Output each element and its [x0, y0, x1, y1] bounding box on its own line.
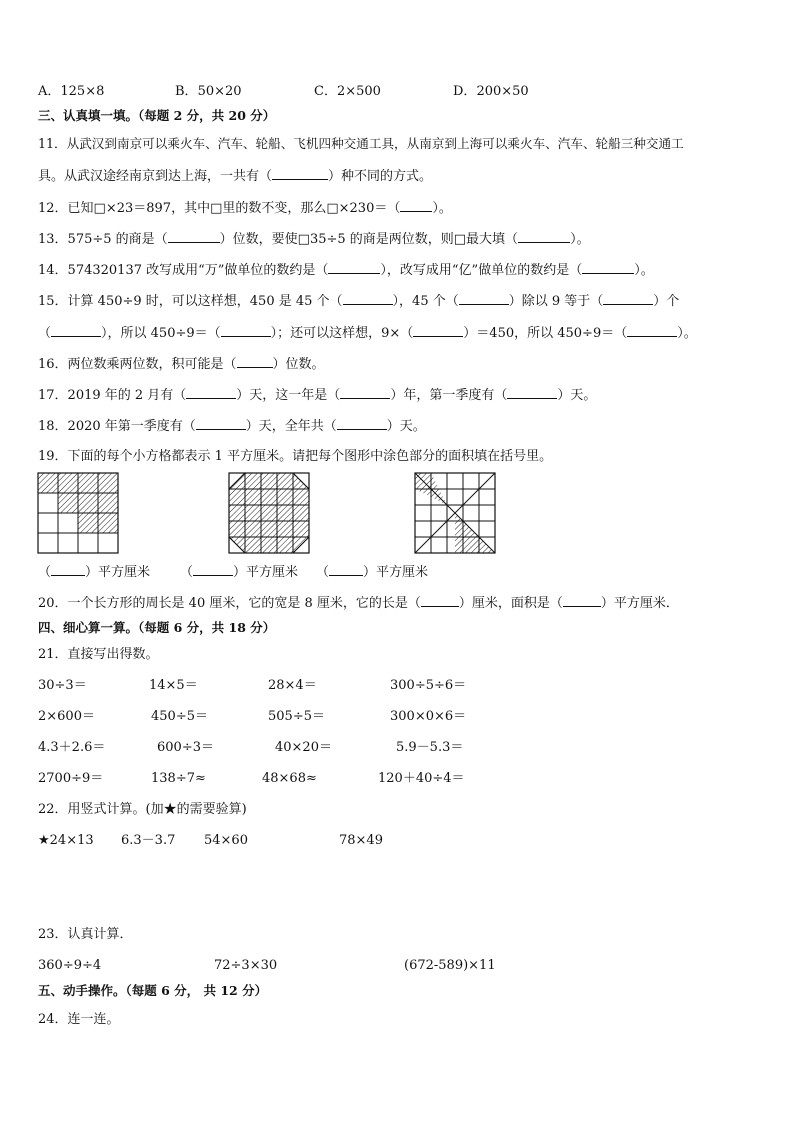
answer-blank[interactable]: [221, 324, 271, 337]
option-b: [175, 84, 242, 100]
answer-blank[interactable]: [340, 386, 390, 399]
answer-blank[interactable]: [237, 355, 273, 368]
calc-item: 300÷5÷6＝: [390, 678, 467, 693]
answer-blank[interactable]: [582, 261, 634, 274]
calc-item: 120＋40÷4＝: [378, 771, 465, 786]
q19-answer-3: [316, 563, 428, 581]
q15-text-a: 15．计算 450÷9 时，可以这样想，450 是 45 个（: [38, 294, 343, 309]
q11-line2: [38, 167, 432, 185]
answer-blank[interactable]: [603, 292, 653, 305]
q14: [38, 261, 654, 279]
calc-item: 30÷3＝: [38, 678, 87, 693]
q20-text-c: ）平方厘米．: [600, 596, 679, 611]
q22-title: 22．用竖式计算。(加★的需要验算): [38, 802, 247, 817]
calc-item: 2×600＝: [38, 709, 95, 724]
q12-text-a: 12．已知□×23＝897，其中□里的数不变，那么□×230＝（: [38, 201, 401, 216]
q13-text-b: ）位数，要使□35÷5 的商是两位数，则□最大填（: [219, 232, 519, 247]
q13: [38, 230, 590, 248]
q15-text-f: ），所以 450÷9＝（: [101, 326, 221, 341]
answer-blank[interactable]: [413, 324, 463, 337]
q19-text: 19．下面的每个小方格都表示 1 平方厘米。请把每个图形中涂色部分的面积填在括号里。: [38, 449, 553, 464]
calc-item: 360÷9÷4: [38, 958, 102, 973]
answer-open: （: [180, 565, 194, 580]
answer-blank[interactable]: [51, 563, 85, 576]
calc-item: 40×20＝: [275, 740, 332, 755]
answer-blank[interactable]: [343, 292, 393, 305]
answer-close: ）平方厘米: [233, 565, 299, 580]
q17-text-b: ）天，这一年是（: [236, 388, 341, 403]
answer-blank[interactable]: [272, 167, 328, 180]
q17-text-d: ）天。: [557, 388, 597, 403]
q13-text-c: ）。: [570, 232, 590, 247]
q20: [38, 594, 679, 612]
answer-blank[interactable]: [421, 594, 459, 607]
q12-text-b: ）。: [432, 201, 452, 216]
vertical-calc-item: 6.3－3.7: [121, 833, 176, 848]
vertical-calc-item: 78×49: [339, 833, 383, 848]
q16: [38, 355, 325, 373]
q15-text-c: ）除以 9 等于（: [508, 294, 604, 309]
q16-text-b: ）位数。: [272, 357, 325, 372]
answer-close: ）平方厘米: [85, 565, 151, 580]
q15-text-h: ）＝450，所以 450÷9＝（: [463, 326, 628, 341]
q15-line2: [38, 324, 697, 342]
q15-text-i: ）。: [677, 326, 697, 341]
option-c: [314, 84, 381, 100]
grid-figure-2: [228, 472, 310, 554]
q18: [38, 417, 426, 435]
option-text: 200×50: [476, 84, 529, 99]
grid-figure-3: [414, 472, 496, 554]
q24-title: 24．连一连。: [38, 1012, 120, 1027]
answer-blank[interactable]: [337, 417, 387, 430]
q14-text-c: ）。: [634, 263, 654, 278]
q17-text-a: 17．2019 年的 2 月有（: [38, 388, 187, 403]
q14-text-b: ），改写成用“亿”做单位的数约是（: [380, 263, 583, 278]
calc-item: 300×0×6＝: [390, 709, 467, 724]
q23-title: 23．认真计算．: [38, 927, 133, 942]
q15-line1: [38, 292, 679, 310]
q16-text-a: 16．两位数乘两位数，积可能是（: [38, 357, 237, 372]
answer-blank[interactable]: [627, 324, 677, 337]
answer-blank[interactable]: [507, 386, 557, 399]
q17: [38, 386, 596, 404]
q20-text-b: ）厘米，面积是（: [458, 596, 563, 611]
q15-text-b: ），45 个（: [392, 294, 459, 309]
section-5-title: 五、动手操作。（每题 6 分， 共 12 分）: [38, 983, 268, 998]
option-letter: B．: [175, 84, 198, 99]
q17-text-c: ）年，第一季度有（: [390, 388, 508, 403]
q12: [38, 199, 452, 217]
answer-open: （: [316, 565, 330, 580]
q18-text-b: ）天，全年共（: [245, 419, 337, 434]
q15-text-d: ）个: [653, 294, 680, 309]
calc-item: 2700÷9＝: [38, 771, 104, 786]
option-letter: C．: [314, 84, 337, 99]
calc-item: 505÷5＝: [268, 709, 325, 724]
answer-blank[interactable]: [186, 386, 236, 399]
q11-text-a: 具。从武汉途经南京到达上海，一共有（: [38, 169, 273, 184]
answer-blank[interactable]: [563, 594, 601, 607]
q20-text-a: 20．一个长方形的周长是 40 厘米，它的宽是 8 厘米，它的长是（: [38, 596, 421, 611]
q14-text-a: 14．574320137 改写成用“万”做单位的数约是（: [38, 263, 329, 278]
q18-text-c: ）天。: [386, 419, 426, 434]
answer-blank[interactable]: [518, 230, 570, 243]
option-text: 125×8: [60, 84, 105, 99]
calc-item: 138÷7≈: [151, 771, 206, 786]
section-3-title: 三、认真填一填。（每题 2 分，共 20 分）: [38, 108, 276, 123]
calc-item: 600÷3＝: [157, 740, 214, 755]
calc-item: 14×5＝: [149, 678, 198, 693]
q11-line1: 11．从武汉到南京可以乘火车、汽车、轮船、飞机四种交通工具，从南京到上海可以乘火车、汽车、轮船三种交通工: [38, 136, 684, 151]
q15-text-g: ）；还可以这样想，9×（: [270, 326, 414, 341]
option-a: [38, 84, 104, 100]
answer-blank[interactable]: [51, 324, 101, 337]
option-d: [453, 84, 529, 100]
q13-text-a: 13．575÷5 的商是（: [38, 232, 168, 247]
calc-item: 4.3＋2.6＝: [38, 740, 106, 755]
calc-item: 450÷5＝: [151, 709, 208, 724]
answer-blank[interactable]: [168, 230, 220, 243]
option-text: 50×20: [197, 84, 242, 99]
answer-blank[interactable]: [193, 563, 233, 576]
calc-item: (672-589)×11: [404, 958, 496, 973]
calc-item: 5.9－5.3＝: [396, 740, 464, 755]
q15-text-e: （: [38, 326, 52, 341]
answer-blank[interactable]: [328, 261, 380, 274]
q19-answer-2: [180, 563, 298, 581]
grid-figure-1: [37, 472, 119, 554]
answer-open: （: [38, 565, 52, 580]
vertical-calc-item: ★24×13: [38, 833, 94, 848]
calc-item: 48×68≈: [262, 771, 317, 786]
answer-blank[interactable]: [196, 417, 246, 430]
calc-item: 28×4＝: [268, 678, 317, 693]
option-letter: A．: [38, 84, 61, 99]
answer-close: ）平方厘米: [363, 565, 429, 580]
q21-title: 21．直接写出得数。: [38, 647, 159, 662]
vertical-calc-item: 54×60: [204, 833, 248, 848]
q11-text-b: ）种不同的方式。: [328, 169, 433, 184]
q18-text-a: 18．2020 年第一季度有（: [38, 419, 196, 434]
option-text: 2×500: [336, 84, 381, 99]
section-4-title: 四、细心算一算。（每题 6 分，共 18 分）: [38, 620, 276, 635]
answer-blank[interactable]: [459, 292, 509, 305]
answer-blank[interactable]: [400, 199, 432, 212]
answer-blank[interactable]: [329, 563, 363, 576]
option-letter: D．: [453, 84, 477, 99]
q19-answer-1: [38, 563, 150, 581]
calc-item: 72÷3×30: [214, 958, 278, 973]
